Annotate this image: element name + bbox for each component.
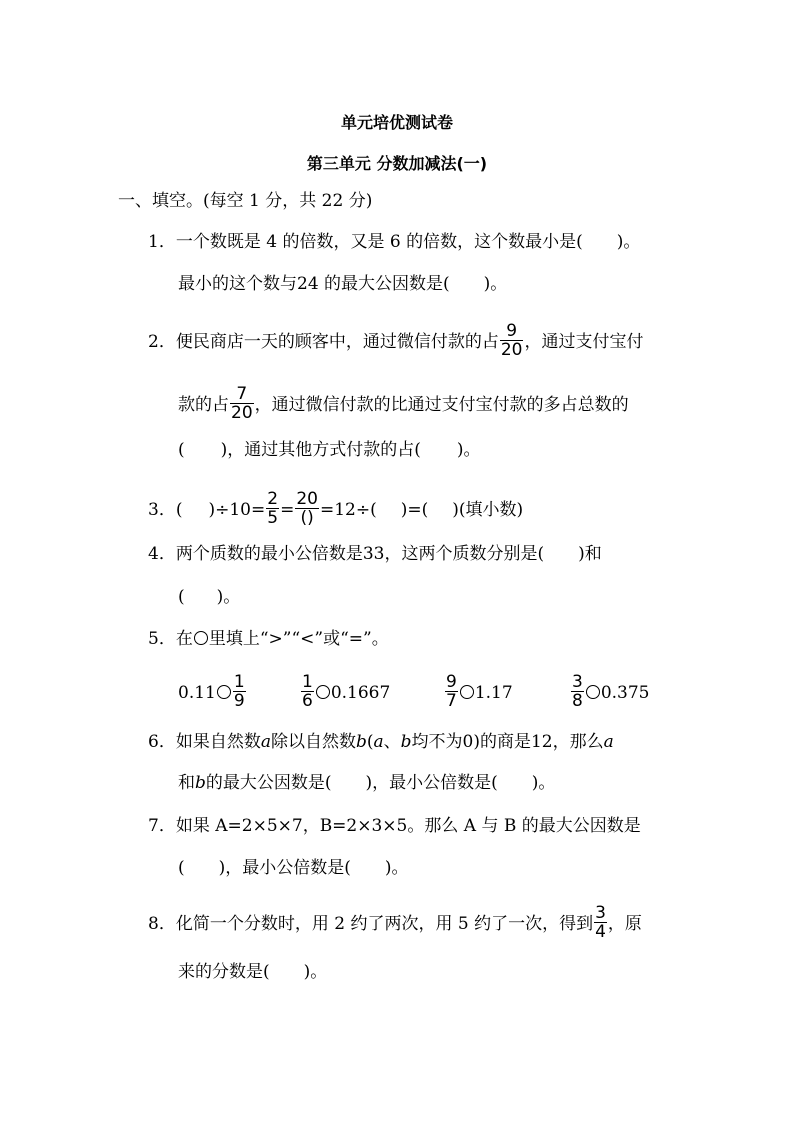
question-5-prompt — [148, 629, 389, 649]
compare-circle-input[interactable] — [586, 685, 600, 699]
compare-item-4 — [570, 672, 650, 712]
fraction-numerator: 3 — [572, 672, 583, 692]
question-text: 里填上“>”“<”或“=”。 — [208, 629, 389, 649]
fraction — [571, 673, 584, 710]
question-3 — [148, 489, 524, 529]
question-text: 如果 A=2×5×7，B=2×3×5。那么 A 与 B 的最大公因数是 — [175, 816, 641, 836]
question-text: )。 — [456, 440, 481, 460]
question-6-line-2 — [178, 773, 555, 793]
variable-b: b — [355, 732, 367, 752]
compare-value: 1.17 — [474, 683, 513, 703]
variable-a: a — [373, 732, 384, 752]
question-2-line-1 — [148, 321, 644, 361]
question-text: )。 — [303, 962, 328, 982]
variable-b: b — [195, 773, 206, 793]
question-text: )÷10= — [208, 500, 266, 520]
fraction-denominator: 20 — [500, 340, 523, 360]
question-text: ，原 — [607, 914, 642, 934]
fraction-numerator: 2 — [267, 489, 279, 509]
compare-value: 0.11 — [178, 683, 216, 703]
variable-a: a — [603, 732, 614, 752]
question-number: 2． — [148, 332, 176, 352]
question-2-line-3 — [178, 440, 481, 460]
question-number: 8． — [148, 914, 176, 934]
question-text: )，最小公倍数是( — [218, 858, 351, 878]
question-text: ( — [178, 440, 185, 460]
question-text: 的最大公因数是( — [205, 773, 332, 793]
question-2-line-2 — [178, 384, 629, 424]
question-text: 在 — [175, 629, 193, 649]
fraction-denominator: () — [300, 508, 314, 528]
question-4-line-2 — [178, 587, 240, 607]
fraction — [266, 490, 279, 527]
question-text: 两个质数的最小公倍数是33，这两个质数分别是( — [175, 544, 545, 564]
question-text: 最小的这个数与24 的最大公因数是( — [178, 274, 450, 294]
question-7-line-1 — [148, 816, 641, 836]
question-1-line-2 — [178, 274, 507, 294]
question-text: ( — [178, 587, 185, 607]
question-number: 5． — [148, 629, 176, 649]
fraction — [594, 904, 607, 941]
question-6-line-1 — [148, 732, 614, 752]
question-text: ，通过微信付款的比通过支付宝付款的多占总数的 — [254, 395, 629, 415]
question-text: )。 — [531, 773, 556, 793]
compare-item-1 — [178, 672, 247, 712]
section-heading: 一、填空。(每空 1 分，共 22 分) — [118, 191, 373, 211]
question-text: ( — [175, 500, 183, 520]
question-4-line-1 — [148, 544, 602, 564]
fraction-numerator: 9 — [446, 672, 457, 692]
fraction-denominator: 9 — [233, 691, 245, 711]
fraction — [301, 673, 314, 710]
variable-b: b — [400, 732, 412, 752]
question-text: 一个数既是 4 的倍数，又是 6 的倍数，这个数最小是( — [175, 232, 583, 252]
fraction — [500, 322, 524, 359]
fraction-numerator: 1 — [302, 672, 313, 692]
fraction — [233, 673, 246, 710]
question-text: = — [280, 500, 295, 520]
question-text: )(填小数) — [452, 500, 524, 520]
fraction-numerator: 20 — [296, 489, 318, 509]
question-text: )，最小公倍数是( — [365, 773, 498, 793]
question-text: )，通过其他方式付款的占( — [220, 440, 421, 460]
question-text: )。 — [216, 587, 241, 607]
question-text: )和 — [578, 544, 602, 564]
question-text: ( — [178, 858, 185, 878]
compare-item-2 — [300, 672, 391, 712]
question-8-line-1 — [148, 903, 642, 943]
compare-value: 0.1667 — [330, 683, 391, 703]
question-number: 6． — [148, 732, 176, 752]
question-number: 3． — [148, 500, 176, 520]
question-number: 1． — [148, 232, 176, 252]
question-number: 4． — [148, 544, 176, 564]
question-text: )。 — [616, 232, 641, 252]
question-text: 便民商店一天的顾客中，通过微信付款的占 — [175, 332, 499, 352]
fraction-numerator: 7 — [230, 385, 254, 404]
circle-icon — [194, 631, 208, 645]
compare-value: 0.375 — [600, 683, 650, 703]
fraction-denominator: 5 — [267, 508, 279, 528]
fraction-denominator: 4 — [595, 922, 606, 942]
question-text: 、 — [383, 732, 401, 752]
question-text: =12÷( — [319, 500, 377, 520]
question-text: 均不为0)的商是12，那么 — [411, 732, 604, 752]
question-text: 如果自然数 — [175, 732, 261, 752]
question-number: 7． — [148, 816, 176, 836]
fraction-denominator: 7 — [446, 691, 457, 711]
fraction — [230, 385, 254, 422]
question-1-line-1 — [148, 232, 640, 252]
question-text: ，通过支付宝付 — [524, 332, 644, 352]
question-8-line-2 — [178, 962, 327, 982]
compare-item-3 — [444, 672, 513, 712]
question-text: 和 — [178, 773, 195, 793]
question-text: )。 — [384, 858, 409, 878]
question-text: 化简一个分数时，用 2 约了两次，用 5 约了一次，得到 — [175, 914, 594, 934]
fraction-denominator: 6 — [302, 691, 313, 711]
question-text: )。 — [483, 274, 508, 294]
fraction-denominator: 20 — [231, 403, 253, 423]
fraction — [445, 673, 458, 710]
question-text: )=( — [400, 500, 429, 520]
fraction-denominator: 8 — [572, 691, 583, 711]
question-7-line-2 — [178, 858, 409, 878]
question-text: 除以自然数 — [270, 732, 356, 752]
variable-a: a — [260, 732, 271, 752]
fraction-numerator: 9 — [500, 322, 524, 341]
question-text: 来的分数是( — [178, 962, 270, 982]
compare-circle-input[interactable] — [460, 685, 474, 699]
question-text: 款的占 — [178, 395, 229, 415]
page-subtitle: 第三单元 分数加减法(一) — [306, 154, 488, 173]
page-title: 单元培优测试卷 — [340, 113, 453, 132]
fraction — [295, 490, 319, 527]
compare-circle-input[interactable] — [217, 685, 231, 699]
fraction-numerator: 3 — [595, 903, 606, 923]
fraction-numerator: 1 — [233, 672, 245, 692]
question-text: ( — [366, 732, 374, 752]
compare-circle-input[interactable] — [316, 685, 330, 699]
